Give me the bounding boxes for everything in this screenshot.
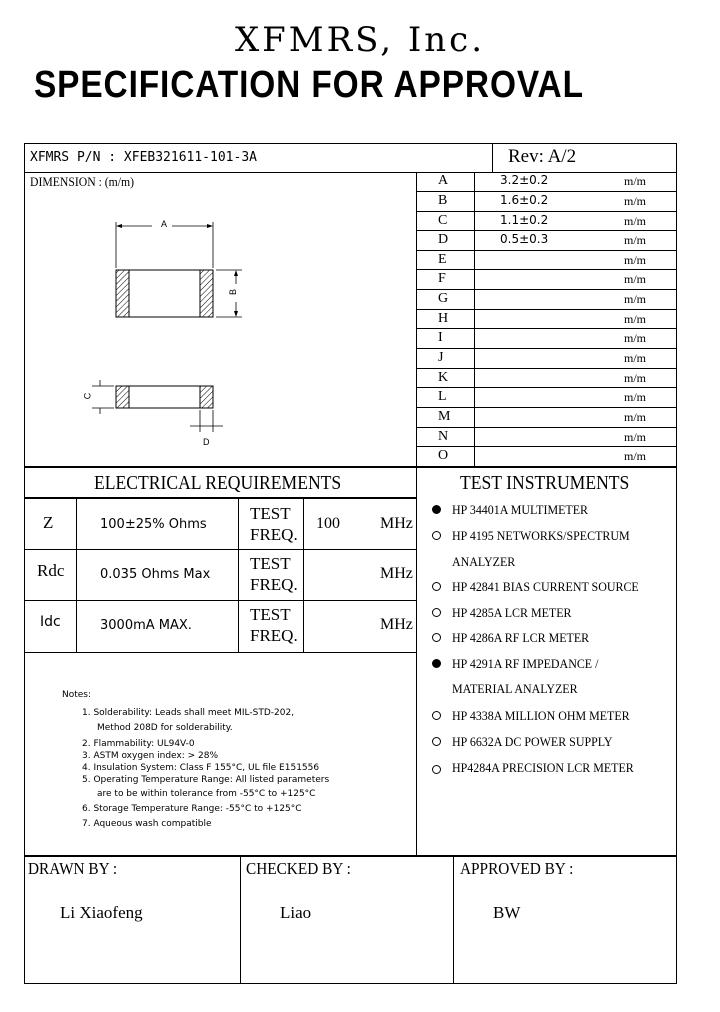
dimension-row-a — [416, 171, 677, 191]
side-view — [92, 380, 223, 432]
dimension-unit: m/m — [624, 331, 647, 345]
dimension-unit: m/m — [624, 233, 647, 247]
divider — [24, 497, 417, 499]
dimension-letter: F — [438, 271, 446, 286]
divider — [24, 855, 677, 857]
divider — [24, 600, 417, 601]
instrument-item: HP 4338A MILLION OHM METER — [452, 708, 630, 723]
dimension-row-m — [416, 407, 677, 427]
divider — [238, 498, 239, 652]
dimension-row-o — [416, 446, 677, 466]
frequency-unit: MHz — [380, 515, 413, 532]
dimension-letter: H — [438, 311, 449, 326]
instrument-item: HP 4195 NETWORKS/SPECTRUM — [452, 528, 630, 543]
dimension-row-b — [416, 191, 677, 211]
dimension-letter: C — [438, 213, 448, 228]
component-drawing — [60, 210, 250, 455]
dimension-value: 1.6±0.2 — [500, 193, 549, 207]
checked-by-label: CHECKED BY : — [246, 859, 351, 878]
freq-label: FREQ. — [250, 525, 298, 544]
dimension-row-h — [416, 309, 677, 329]
instrument-radio[interactable] — [432, 582, 441, 591]
divider — [240, 856, 241, 984]
dimension-value: 3.2±0.2 — [500, 173, 549, 187]
dimension-unit: m/m — [624, 272, 647, 286]
note-line: 1. Solderability: Leads shall meet MIL-STD-202, — [82, 708, 295, 718]
freq-label: FREQ. — [250, 626, 298, 645]
divider — [76, 498, 77, 652]
drawn-by-name: Li Xiaofeng — [60, 903, 143, 922]
revision: Rev: A/2 — [508, 146, 577, 167]
dimension-letter: E — [438, 252, 447, 267]
company-name: XFMRS, Inc. — [234, 20, 486, 60]
divider — [303, 498, 304, 652]
dimension-letter: B — [438, 193, 448, 208]
instrument-radio[interactable] — [432, 737, 441, 746]
test-frequency: 100 — [316, 515, 340, 532]
frequency-unit: MHz — [380, 616, 413, 633]
instrument-item: HP 4285A LCR METER — [452, 605, 572, 620]
instrument-item: HP 4291A RF IMPEDANCE / — [452, 656, 599, 671]
dim-label-b: B — [228, 288, 239, 296]
divider — [492, 143, 493, 172]
test-label: TEST — [250, 554, 291, 573]
dim-label-c: C — [82, 392, 93, 400]
note-line: Method 208D for solderability. — [97, 723, 233, 733]
test-label: TEST — [250, 504, 291, 523]
dimension-unit: m/m — [624, 430, 647, 444]
drawn-by-label: DRAWN BY : — [28, 859, 118, 878]
notes-heading: Notes: — [62, 690, 92, 700]
instrument-item-continuation: ANALYZER — [452, 554, 516, 569]
dimension-unit: m/m — [624, 351, 647, 365]
dimension-row-c — [416, 211, 677, 231]
dimension-unit: m/m — [624, 390, 647, 404]
top-view — [116, 222, 242, 317]
dimension-row-g — [416, 289, 677, 309]
dimension-row-n — [416, 427, 677, 447]
note-line: 2. Flammability: UL94V-0 — [82, 739, 195, 749]
divider — [24, 652, 417, 653]
dimension-letter: O — [438, 448, 449, 463]
dim-label-a: A — [161, 219, 168, 229]
instrument-item: HP 34401A MULTIMETER — [452, 502, 589, 517]
approved-by-name: BW — [493, 903, 521, 922]
instrument-radio[interactable] — [432, 531, 441, 540]
dimension-unit: m/m — [624, 174, 647, 188]
note-line: 4. Insulation System: Class F 155°C, UL file E151556 — [82, 763, 320, 773]
test-label: TEST — [250, 605, 291, 624]
dimension-unit: m/m — [624, 214, 647, 228]
note-line: are to be within tolerance from -55°C to +125°C — [97, 789, 316, 799]
requirement-value: 100±25% Ohms — [100, 517, 207, 532]
instrument-radio-selected[interactable] — [432, 659, 441, 668]
instruments-heading: TEST INSTRUMENTS — [460, 472, 630, 494]
note-line: 7. Aqueous wash compatible — [82, 819, 212, 829]
note-line: 6. Storage Temperature Range: -55°C to +125°C — [82, 804, 302, 814]
instrument-radio-selected[interactable] — [432, 505, 441, 514]
freq-label: FREQ. — [250, 575, 298, 594]
dimension-row-k — [416, 368, 677, 388]
requirement-symbol: Z — [43, 513, 54, 532]
instrument-item: HP 4286A RF LCR METER — [452, 630, 590, 645]
frequency-unit: MHz — [380, 565, 413, 582]
checked-by-name: Liao — [280, 903, 312, 922]
dimension-label: DIMENSION : (m/m) — [30, 174, 134, 189]
dimension-unit: m/m — [624, 449, 647, 463]
dimension-letter: L — [438, 389, 447, 404]
dimension-letter: A — [438, 173, 449, 188]
divider — [416, 467, 417, 856]
requirement-symbol: Idc — [40, 614, 61, 630]
divider — [453, 856, 454, 984]
dimension-letter: I — [438, 330, 443, 345]
dimension-letter: G — [438, 291, 449, 306]
note-line: 3. ASTM oxygen index: > 28% — [82, 751, 219, 761]
instrument-item-continuation: MATERIAL ANALYZER — [452, 681, 578, 696]
dimension-unit: m/m — [624, 292, 647, 306]
dimension-row-i — [416, 328, 677, 348]
dimension-row-d — [416, 230, 677, 250]
divider — [24, 466, 677, 468]
dim-label-d: D — [203, 437, 210, 447]
instrument-radio[interactable] — [432, 633, 441, 642]
dimension-row-j — [416, 348, 677, 368]
requirement-value: 0.035 Ohms Max — [100, 567, 211, 582]
instrument-radio[interactable] — [432, 765, 441, 774]
dimension-unit: m/m — [624, 194, 647, 208]
dimension-letter: J — [438, 350, 444, 365]
note-line: 5. Operating Temperature Range: All listed parameters — [82, 775, 330, 785]
dimension-unit: m/m — [624, 312, 647, 326]
dimension-value: 0.5±0.3 — [500, 232, 549, 246]
dimension-letter: K — [438, 370, 449, 385]
instrument-radio[interactable] — [432, 711, 441, 720]
dimension-unit: m/m — [624, 371, 647, 385]
instrument-item: HP 42841 BIAS CURRENT SOURCE — [452, 579, 639, 594]
electrical-heading: ELECTRICAL REQUIREMENTS — [94, 472, 342, 494]
dimension-unit: m/m — [624, 253, 647, 267]
requirement-symbol: Rdc — [37, 561, 65, 580]
dimension-row-f — [416, 269, 677, 289]
dimension-value: 1.1±0.2 — [500, 213, 549, 227]
dimension-row-e — [416, 250, 677, 270]
dimension-letter: M — [438, 409, 451, 424]
dimension-letter: D — [438, 232, 449, 247]
approved-by-label: APPROVED BY : — [460, 859, 574, 878]
part-number: XFMRS P/N : XFEB321611-101-3A — [30, 150, 257, 165]
dimension-letter: N — [438, 429, 449, 444]
dimension-row-l — [416, 387, 677, 407]
dimension-unit: m/m — [624, 410, 647, 424]
instrument-item: HP 6632A DC POWER SUPPLY — [452, 734, 613, 749]
divider — [24, 549, 417, 550]
instrument-radio[interactable] — [432, 608, 441, 617]
document-title: SPECIFICATION FOR APPROVAL — [34, 64, 584, 106]
requirement-value: 3000mA MAX. — [100, 618, 192, 633]
instrument-item: HP4284A PRECISION LCR METER — [452, 760, 634, 775]
